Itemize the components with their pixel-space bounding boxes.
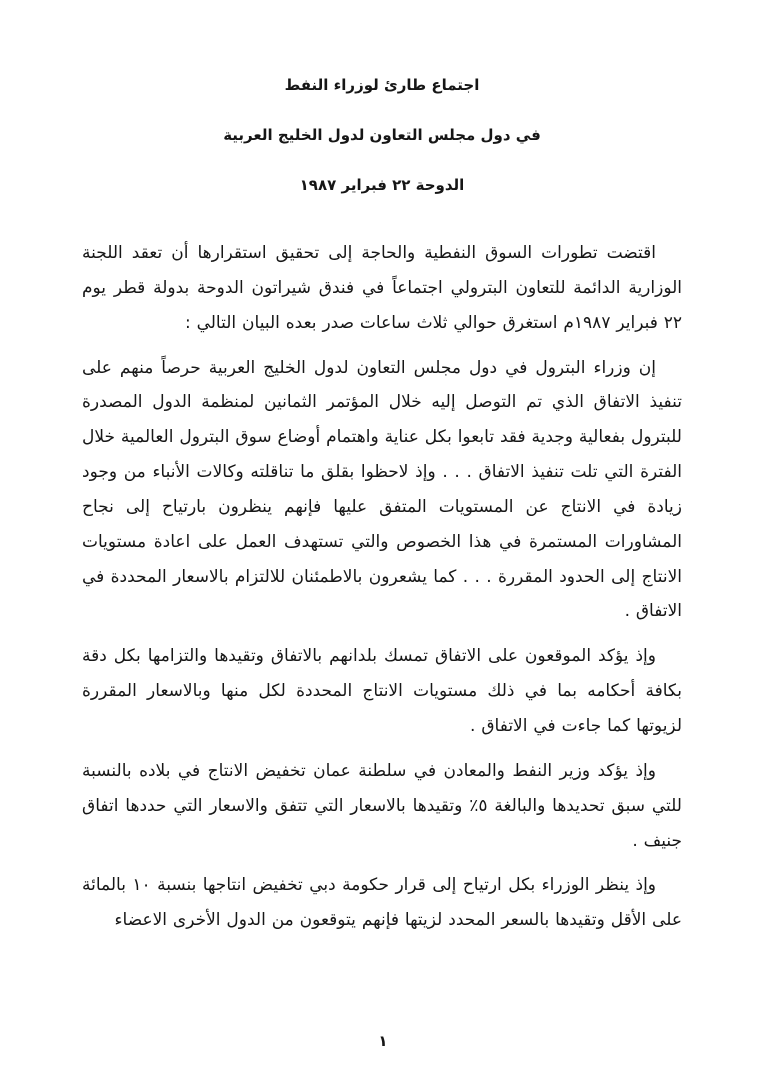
title-line-place-date: الدوحة ٢٢ فبراير ١٩٨٧: [299, 176, 465, 194]
page-number: ١: [378, 1032, 388, 1050]
paragraph-dubai-decision: وإذ ينظر الوزراء بكل ارتياح إلى قرار حكومة دبي تخفيض انتاجها بنسبة ١٠ بالمائة على الأقل وتقيدها بالسعر المحدد لزيتها فإنهم يتوقعون من الدول الأخرى الاعضاء: [82, 875, 682, 931]
title-line-meeting: اجتماع طارئ لوزراء النفط: [284, 76, 480, 94]
paragraph-ministers-statement: إن وزراء البترول في دول مجلس التعاون لدول الخليج العربية حرصاً منهم على تنفيذ الاتفاق الذي تم التوصل إليه خلال المؤتمر الثمانين لمنظمة الدول المصدرة للبترول بفعالية وجدية فقد تابعوا بكل عناية واهتمام أوضاع سوق البترول العالمية خلال الفترة التي تلت تنفيذ الاتفاق . . . وإذ لاحظوا بقلق ما تناقلته وكالات الأنباء من وجود زيادة في الانتاج عن المستويات المتفق عليها فإنهم ينظرون بارتياح إلى نجاح المشاورات المستمرة في هذا الخصوص والتي تستهدف العمل على اعادة مستويات الانتاج إلى الحدود المقررة . . . كما يشعرون بالاطمئنان للالتزام بالاسعار المحددة في الاتفاق .: [82, 357, 682, 622]
document-title-block: [82, 76, 682, 194]
document-body: [82, 236, 682, 938]
paragraph-signatories-commitment: وإذ يؤكد الموقعون على الاتفاق تمسك بلدانهم بالاتفاق وتقيدها والتزامها بكل دقة بكافة أحكامه بما في ذلك مستويات الانتاج المحددة لكل منها وبالاسعار المقررة لزيوتها كما جاءت في الاتفاق .: [82, 646, 682, 736]
paragraph-meeting-intro: اقتضت تطورات السوق النفطية والحاجة إلى تحقيق استقرارها أن تعقد اللجنة الوزارية الدائمة للتعاون البترولي اجتماعاً في فندق شيراتون الدوحة بدولة قطر يوم ٢٢ فبراير ١٩٨٧م استغرق حوالي ثلاث ساعات صدر بعده البيان التالي :: [82, 243, 682, 333]
title-line-organization: في دول مجلس التعاون لدول الخليج العربية: [223, 126, 541, 144]
paragraph-oman-minister: وإذ يؤكد وزير النفط والمعادن في سلطنة عمان تخفيض الانتاج في بلاده بالنسبة للتي سبق تحديدها والبالغة ٥٪ وتقيدها بالاسعار التي تتفق والاسعار التي حددها اتفاق جنيف .: [82, 760, 682, 851]
